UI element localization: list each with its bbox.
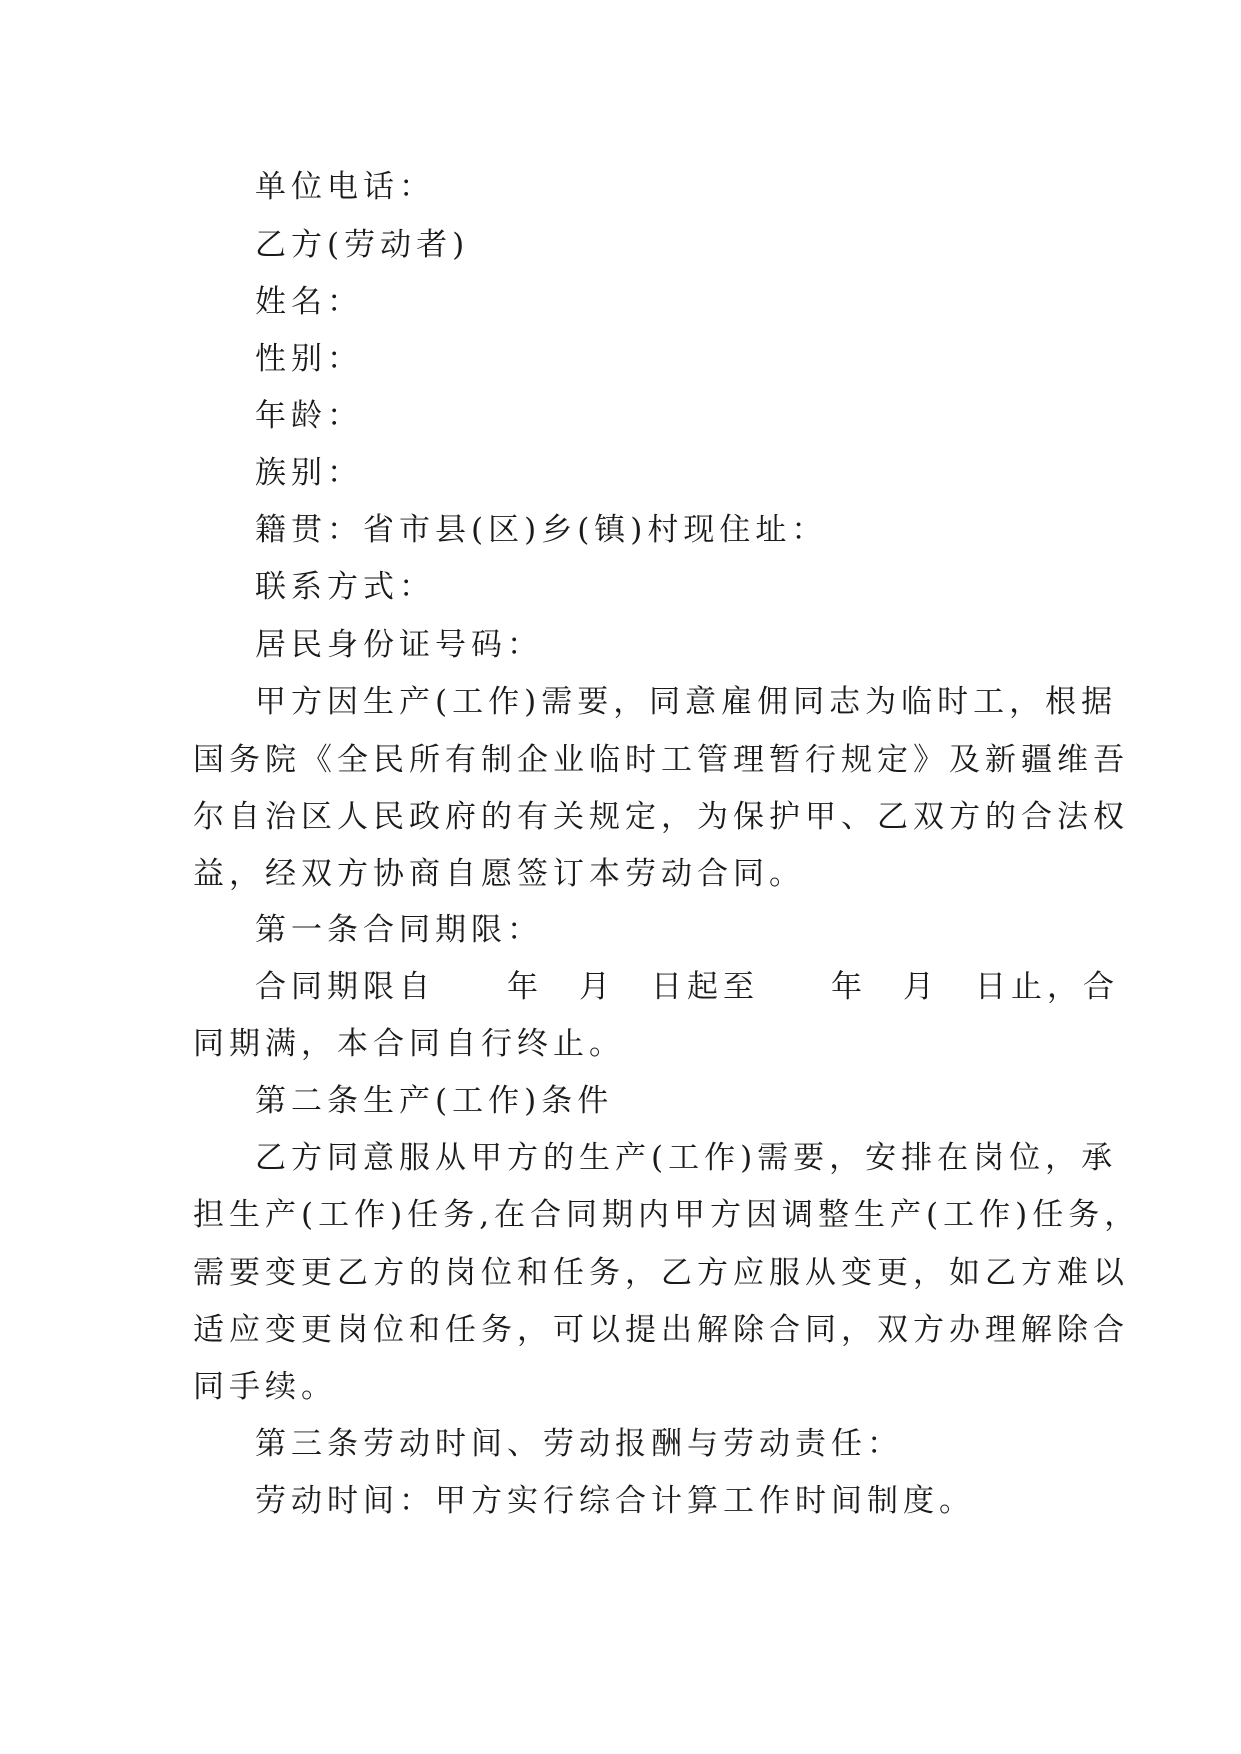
article-2-line: 同手续。 — [193, 1369, 337, 1405]
field-age: 年龄： — [255, 398, 363, 434]
field-unit-phone: 单位电话： — [255, 169, 435, 205]
article-2-line: 乙方同意服从甲方的生产(工作)需要，安排在岗位，承 — [255, 1140, 1118, 1176]
article-1-line: 合同期限自 年 月 日起至 年 月 日止，合 — [255, 969, 1119, 1005]
field-ethnicity: 族别： — [255, 455, 363, 491]
paragraph-intro-line: 益，经双方协商自愿签订本劳动合同。 — [193, 856, 805, 892]
field-native-place-address: 籍贯：省市县(区)乡(镇)村现住址： — [255, 512, 828, 548]
field-name: 姓名： — [255, 284, 363, 320]
party-b-heading: 乙方(劳动者) — [255, 227, 470, 263]
paragraph-intro-line: 甲方因生产(工作)需要，同意雇佣同志为临时工，根据 — [255, 684, 1118, 720]
article-2-line: 适应变更岗位和任务，可以提出解除合同，双方办理解除合 — [193, 1312, 1129, 1348]
article-2-line: 担生产(工作)任务,在合同期内甲方因调整生产(工作)任务， — [193, 1197, 1141, 1233]
field-contact: 联系方式： — [255, 569, 435, 605]
article-1-line: 同期满，本合同自行终止。 — [193, 1026, 625, 1062]
paragraph-intro-line: 尔自治区人民政府的有关规定，为保护甲、乙双方的合法权 — [193, 799, 1129, 835]
article-2-line: 需要变更乙方的岗位和任务，乙方应服从变更，如乙方难以 — [193, 1255, 1129, 1291]
field-id-number: 居民身份证号码： — [255, 627, 543, 663]
article-3-line: 劳动时间：甲方实行综合计算工作时间制度。 — [255, 1483, 975, 1519]
article-1-heading: 第一条合同期限： — [255, 912, 543, 948]
article-2-heading: 第二条生产(工作)条件 — [255, 1083, 614, 1119]
paragraph-intro-line: 国务院《全民所有制企业临时工管理暂行规定》及新疆维吾 — [193, 742, 1129, 778]
article-3-heading: 第三条劳动时间、劳动报酬与劳动责任： — [255, 1426, 903, 1462]
field-gender: 性别： — [255, 341, 363, 377]
